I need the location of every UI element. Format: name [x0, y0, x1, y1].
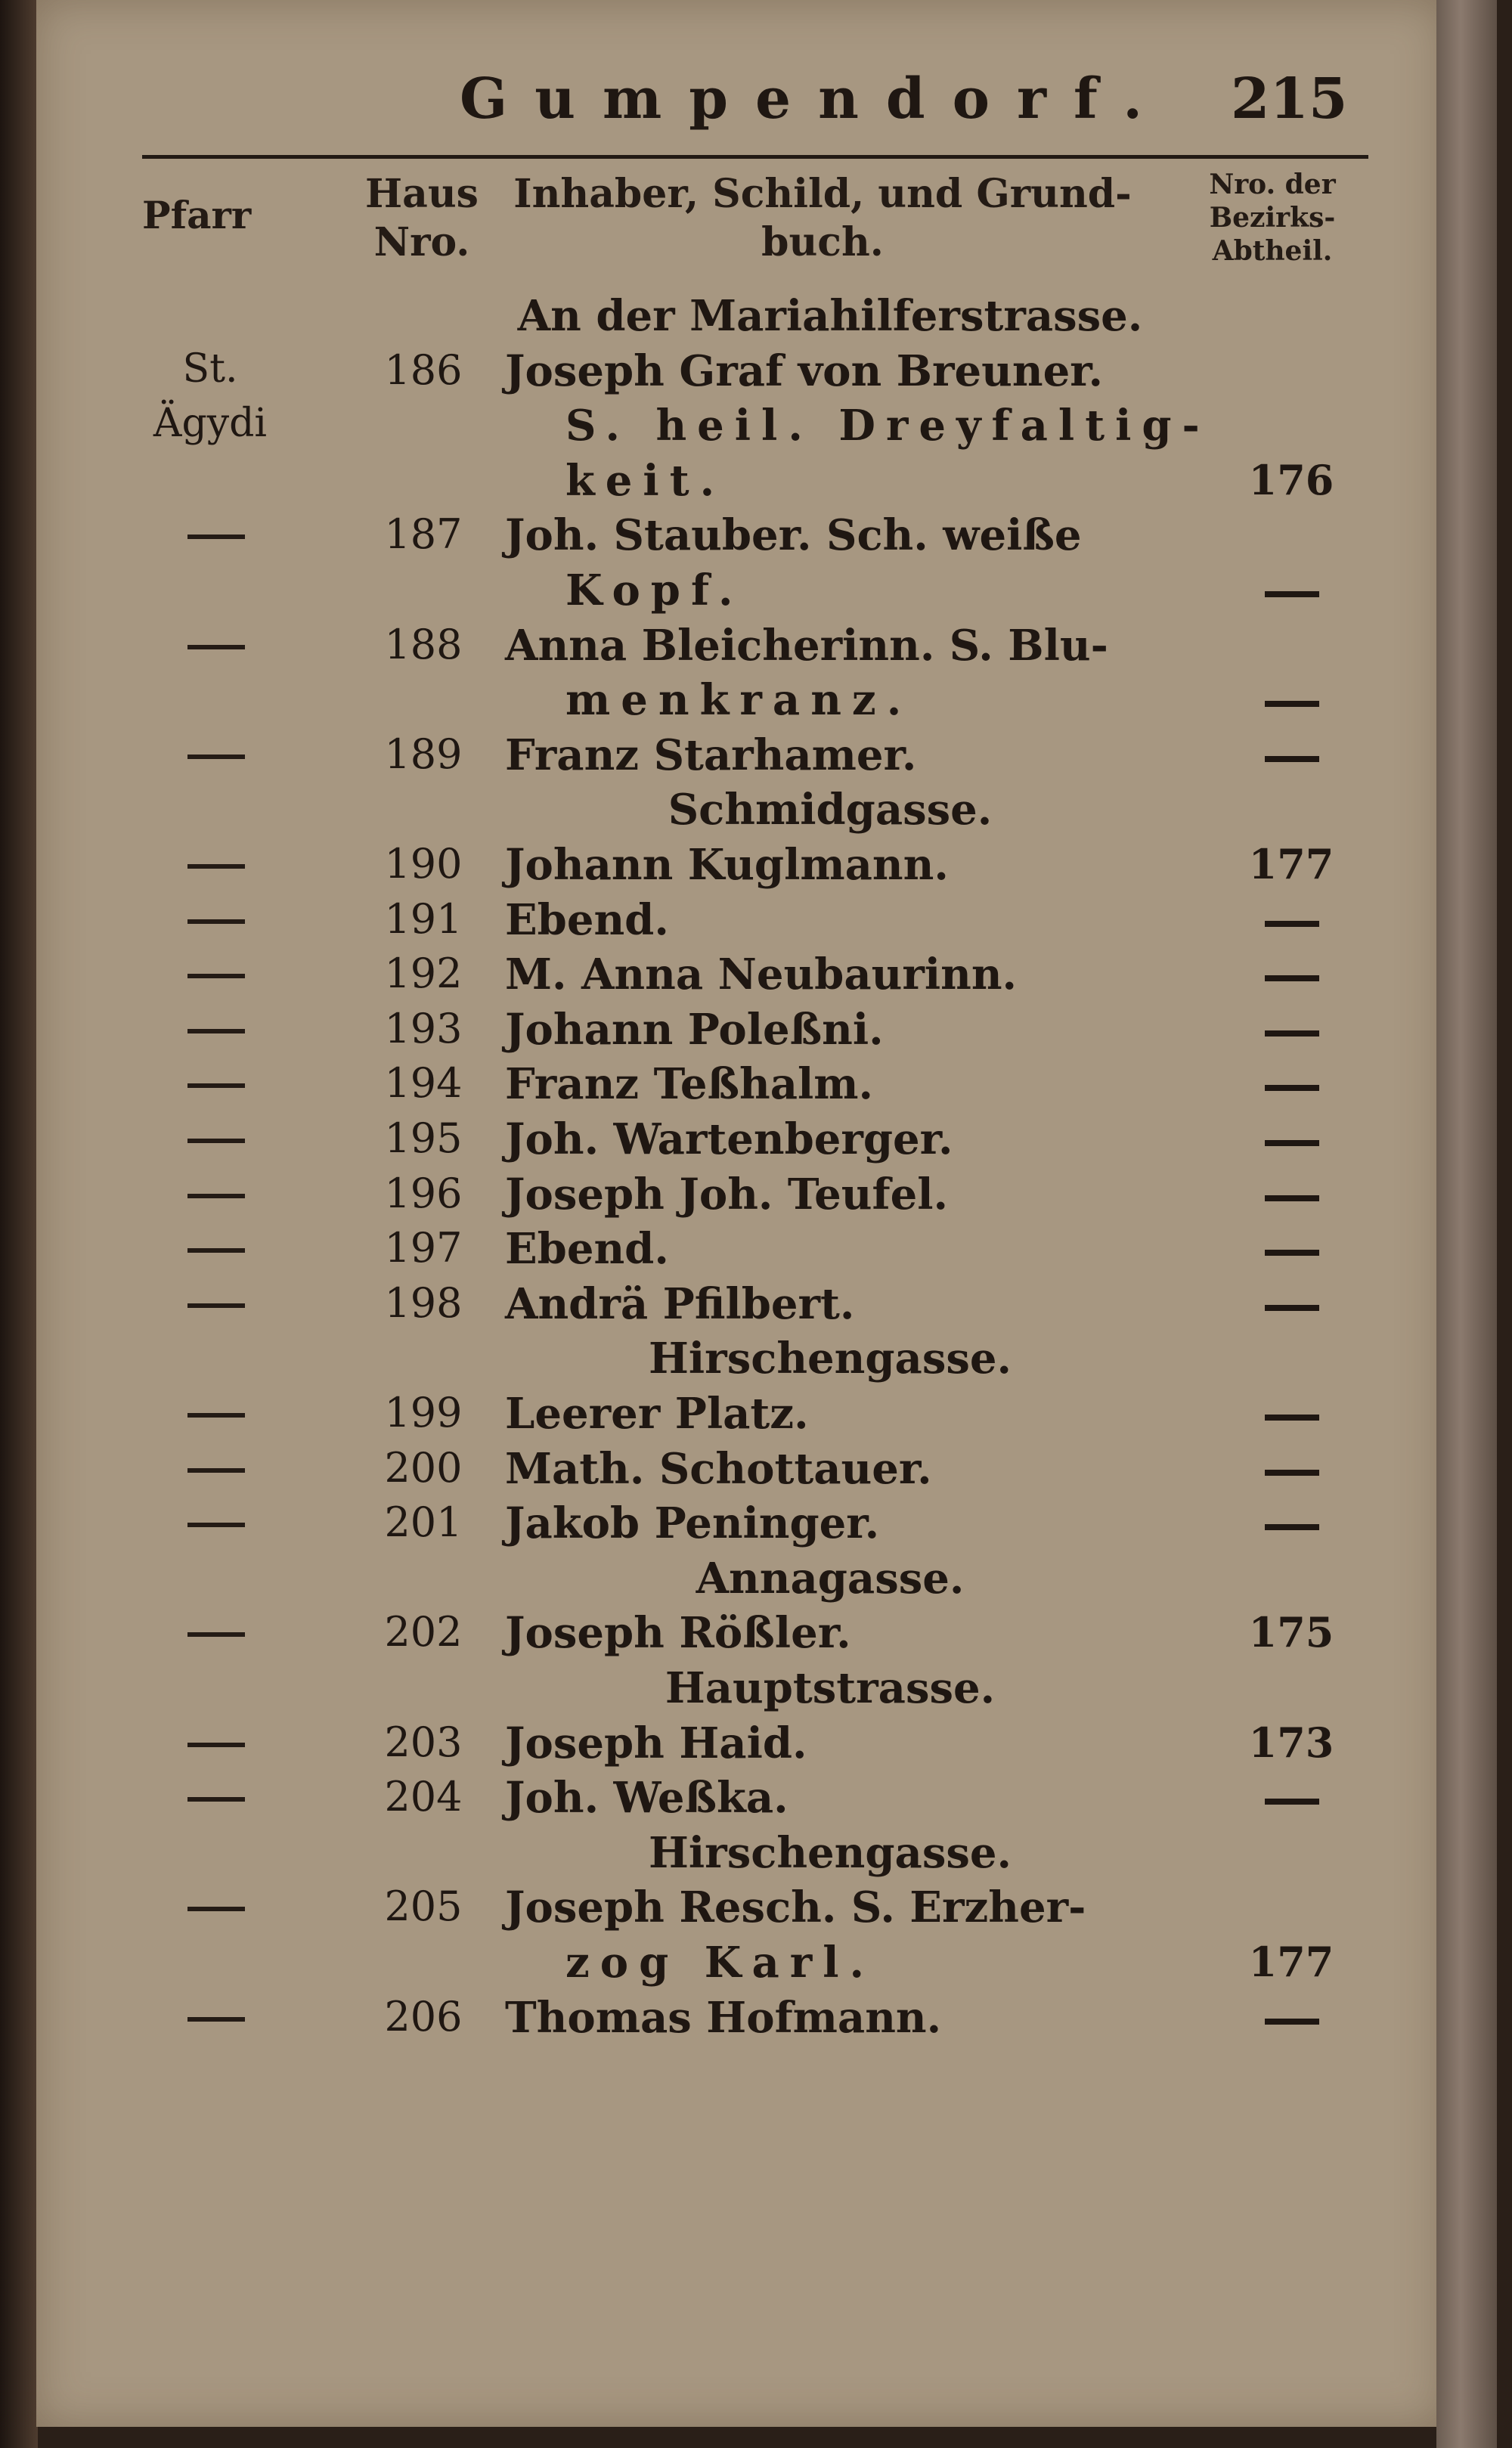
- owner-cell: Joseph Joh. Teufel.: [505, 1169, 949, 1219]
- page: [36, 0, 1444, 2427]
- owner-cell: menkranz.: [565, 675, 912, 726]
- district-number-cell: 176: [1248, 455, 1334, 504]
- district-number-cell: 175: [1248, 1608, 1334, 1657]
- column-header-bezirk-line3: Abtheil.: [1212, 235, 1333, 267]
- house-number-cell: 206: [384, 1992, 463, 2041]
- house-number-cell: 198: [384, 1278, 463, 1327]
- book-gutter: [0, 0, 38, 2448]
- page-edge: [1436, 0, 1497, 2448]
- house-number-cell: 196: [384, 1169, 463, 1217]
- house-number-cell: 190: [384, 840, 463, 888]
- continuation-row: [36, 456, 1444, 509]
- ditto-mark: [187, 755, 245, 759]
- table-row: [36, 950, 1444, 1002]
- continuation-row: [36, 1938, 1444, 1991]
- ditto-mark: [1265, 1799, 1319, 1805]
- page-title: Gumpendorf.: [460, 67, 1170, 132]
- ditto-mark: [1265, 1470, 1319, 1476]
- house-number-cell: 188: [384, 620, 463, 668]
- ditto-mark: [187, 1303, 245, 1308]
- ditto-mark: [1265, 1305, 1319, 1311]
- ditto-mark: [187, 1907, 245, 1911]
- table-row: [36, 1224, 1444, 1277]
- column-header-pfarr: Pfarr: [142, 193, 252, 237]
- owner-cell: zog Karl.: [565, 1938, 875, 1988]
- column-header-haus-line2: Nro.: [373, 219, 470, 265]
- ditto-mark: [187, 1413, 245, 1418]
- street-heading: Hauptstrasse.: [665, 1663, 996, 1713]
- owner-cell: keit.: [565, 455, 726, 506]
- section-heading-row: [36, 1663, 1444, 1716]
- column-header-inhaber: [490, 170, 1155, 267]
- continuation-row: [36, 675, 1444, 728]
- house-number-cell: 192: [384, 950, 463, 998]
- street-heading: An der Mariahilferstrasse.: [517, 291, 1143, 341]
- owner-cell: Joseph Graf von Breuner.: [505, 346, 1104, 396]
- ditto-mark: [1265, 1030, 1319, 1037]
- ditto-mark: [187, 2017, 245, 2022]
- street-heading: Hirschengasse.: [649, 1334, 1012, 1384]
- owner-cell: Ebend.: [505, 1224, 669, 1275]
- ditto-mark: [187, 1248, 245, 1253]
- section-heading-row: [36, 785, 1444, 838]
- owner-cell: Joh. Weßka.: [505, 1773, 789, 1824]
- ditto-mark: [1265, 1524, 1319, 1530]
- owner-cell: S. heil. Dreyfaltig-: [565, 401, 1210, 451]
- column-header-bezirk-line2: Bezirks-: [1209, 202, 1336, 234]
- owner-cell: Franz Teßhalm.: [505, 1059, 874, 1110]
- ditto-mark: [187, 1743, 245, 1747]
- section-heading-row: [36, 1334, 1444, 1387]
- page-number: 215: [1231, 67, 1348, 132]
- house-number-cell: 186: [384, 346, 463, 394]
- ditto-mark: [187, 1797, 245, 1802]
- street-heading: Hirschengasse.: [649, 1827, 1012, 1878]
- section-heading-row: [36, 1554, 1444, 1607]
- ditto-mark: [1265, 921, 1319, 927]
- table-row: [36, 621, 1444, 674]
- house-number-cell: 193: [384, 1004, 463, 1052]
- house-number-cell: 199: [384, 1389, 463, 1436]
- ditto-mark: [187, 1632, 245, 1637]
- column-header-haus-line1: Haus: [365, 171, 479, 217]
- owner-cell: Math. Schottauer.: [505, 1443, 932, 1494]
- table-row: [36, 1608, 1444, 1661]
- ditto-mark: [1265, 756, 1319, 762]
- table-row: [36, 1114, 1444, 1167]
- owner-cell: Joseph Resch. S. Erzher-: [505, 1882, 1086, 1933]
- house-number-cell: 195: [384, 1114, 463, 1162]
- owner-cell: Thomas Hofmann.: [505, 1992, 942, 2043]
- column-header-haus: [346, 170, 497, 267]
- ditto-mark: [187, 1029, 245, 1033]
- owner-cell: Joh. Wartenberger.: [505, 1114, 953, 1164]
- table-row: [36, 730, 1444, 783]
- owner-cell: Anna Bleicherinn. S. Blu-: [505, 620, 1108, 671]
- ditto-mark: [187, 535, 245, 539]
- table-row: [36, 510, 1444, 563]
- ditto-mark: [1265, 591, 1319, 597]
- table-row: [36, 346, 1444, 399]
- house-number-cell: 200: [384, 1443, 463, 1492]
- table-row: [36, 1059, 1444, 1112]
- continuation-row: [36, 401, 1444, 454]
- ditto-mark: [187, 1194, 245, 1198]
- table-row: [36, 1718, 1444, 1771]
- ditto-mark: [1265, 975, 1319, 981]
- owner-cell: Jakob Peninger.: [505, 1498, 880, 1549]
- house-number-cell: 205: [384, 1882, 463, 1931]
- table-row: [36, 1882, 1444, 1935]
- ditto-mark: [187, 1468, 245, 1473]
- ditto-mark: [1265, 2019, 1319, 2025]
- house-number-cell: 189: [384, 730, 463, 778]
- ditto-mark: [187, 864, 245, 869]
- house-number-cell: 197: [384, 1224, 463, 1272]
- table-row: [36, 1993, 1444, 2046]
- table-row: [36, 1498, 1444, 1551]
- table-row: [36, 1389, 1444, 1442]
- ditto-mark: [187, 974, 245, 978]
- house-number-cell: 203: [384, 1718, 463, 1766]
- parish-cell: Ägydi: [153, 401, 268, 447]
- header-rule: [142, 155, 1368, 159]
- ditto-mark: [187, 1083, 245, 1088]
- house-number-cell: 204: [384, 1773, 463, 1821]
- ditto-mark: [187, 919, 245, 924]
- street-heading: Annagasse.: [696, 1553, 965, 1604]
- ditto-mark: [187, 1523, 245, 1527]
- street-heading: Schmidgasse.: [668, 785, 993, 835]
- owner-cell: Joseph Rößler.: [505, 1608, 851, 1659]
- table-row: [36, 1279, 1444, 1332]
- table-row: [36, 1773, 1444, 1826]
- table-row: [36, 1005, 1444, 1058]
- owner-cell: Kopf.: [565, 566, 744, 615]
- table-row: [36, 895, 1444, 948]
- column-header-bezirk: [1170, 168, 1374, 268]
- owner-cell: Johann Poleßni.: [505, 1004, 884, 1055]
- column-header-inhaber-line1: Inhaber, Schild, und Grund-: [513, 171, 1132, 217]
- column-header-bezirk-line1: Nro. der: [1209, 169, 1336, 200]
- house-number-cell: 194: [384, 1059, 463, 1108]
- owner-cell: Joseph Haid.: [505, 1718, 807, 1768]
- owner-cell: Franz Starhamer.: [505, 730, 917, 780]
- section-heading-row: [36, 1828, 1444, 1881]
- district-number-cell: 177: [1248, 840, 1334, 888]
- ditto-mark: [1265, 1415, 1319, 1421]
- ditto-mark: [1265, 1195, 1319, 1201]
- house-number-cell: 201: [384, 1498, 463, 1547]
- column-header-inhaber-line2: buch.: [761, 219, 884, 265]
- ditto-mark: [187, 645, 245, 649]
- house-number-cell: 191: [384, 894, 463, 943]
- table-row: [36, 1170, 1444, 1222]
- ditto-mark: [1265, 1085, 1319, 1091]
- house-number-cell: 187: [384, 510, 463, 559]
- table-row: [36, 1444, 1444, 1497]
- ditto-mark: [1265, 1140, 1319, 1146]
- district-number-cell: 177: [1248, 1938, 1334, 1986]
- owner-cell: Ebend.: [505, 894, 669, 945]
- parish-cell: St.: [182, 346, 238, 392]
- ditto-mark: [1265, 1250, 1319, 1256]
- owner-cell: Leerer Platz.: [505, 1389, 809, 1439]
- ditto-mark: [187, 1139, 245, 1143]
- owner-cell: Johann Kuglmann.: [505, 840, 949, 890]
- owner-cell: Andrä Pfilbert.: [505, 1278, 855, 1329]
- owner-cell: M. Anna Neubaurinn.: [505, 950, 1018, 1000]
- house-number-cell: 202: [384, 1608, 463, 1656]
- district-number-cell: 173: [1248, 1718, 1334, 1767]
- table-row: [36, 840, 1444, 893]
- owner-cell: Joh. Stauber. Sch. weiße: [505, 510, 1082, 561]
- section-heading-row: [36, 291, 1444, 344]
- continuation-row: [36, 566, 1444, 618]
- ditto-mark: [1265, 701, 1319, 707]
